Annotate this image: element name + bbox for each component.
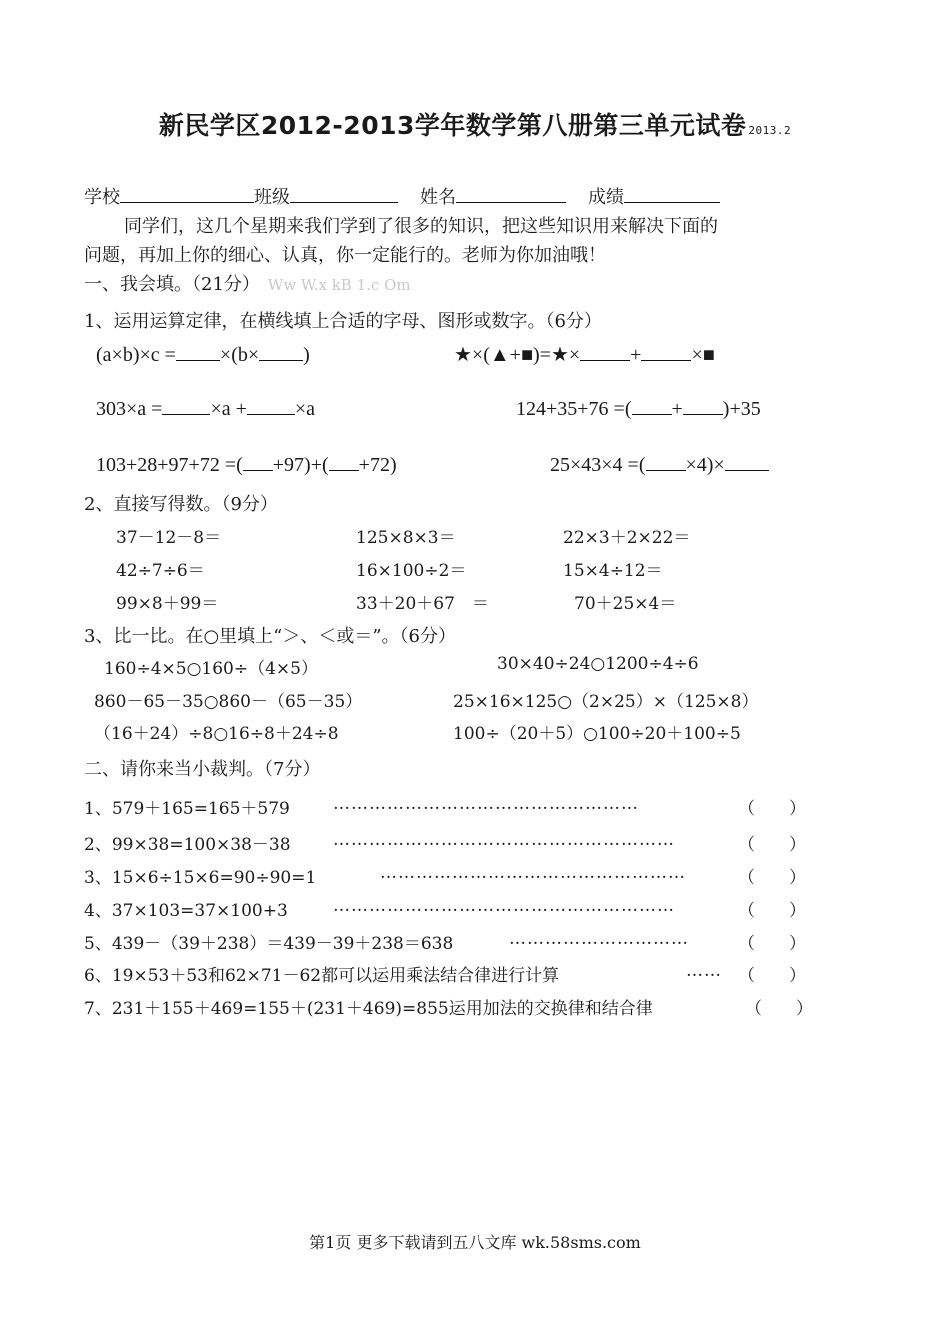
q3-heading: 3、比一比。在○里填上“＞、＜或＝”。（6分） (84, 626, 457, 647)
q3-item: 30×40÷24○1200÷4÷6 (497, 654, 699, 674)
q2-item: 15×4÷12＝ (563, 561, 663, 581)
judge-item-dots: …………………………………………… (333, 794, 639, 814)
q1-b1: ★×(▲+■)=★× (454, 344, 581, 366)
q3-item: 160÷4×5○160÷（4×5） (104, 659, 318, 679)
q1-blank[interactable] (162, 396, 210, 415)
q1-row1-left (96, 342, 310, 367)
judge-item-dots: ………………………………………………… (333, 896, 675, 916)
q1-blank[interactable] (580, 342, 630, 361)
score-field[interactable] (624, 184, 720, 203)
q2-item: 22×3＋2×22＝ (563, 528, 691, 548)
q1-heading: 1、运用运算定律，在横线填上合适的字母、图形或数字。（6分） (84, 311, 602, 332)
q1-row3-right (550, 452, 769, 477)
judge-answer-paren[interactable]: （ ） (738, 934, 806, 954)
judge-answer-paren[interactable]: （ ） (745, 999, 813, 1019)
q1-f2: ×4)× (685, 454, 725, 476)
q1-e1: 103+28+97+72 =( (96, 454, 243, 476)
q1-d1: 124+35+76 =( (516, 398, 632, 420)
q2-item: 42÷7÷6＝ (116, 561, 205, 581)
watermark: Ww W.x kB 1.c Om (267, 276, 411, 294)
q1-blank[interactable] (725, 452, 769, 471)
q1-blank[interactable] (632, 396, 672, 415)
judge-answer-paren[interactable]: （ ） (738, 901, 806, 921)
intro-line-1: 同学们，这几个星期来我们学到了很多的知识，把这些知识用来解决下面的 (124, 216, 718, 237)
q1-blank[interactable] (176, 342, 220, 361)
section1-heading (84, 270, 411, 296)
section1-title: 一、我会填。（21分） (84, 274, 260, 295)
judge-item-text: 5、439－（39＋238）＝439－39＋238＝638 (84, 934, 454, 954)
q1-blank[interactable] (247, 396, 295, 415)
section2-heading: 二、请你来当小裁判。（7分） (84, 759, 321, 780)
q1-a3: ) (303, 344, 310, 366)
q1-blank[interactable] (641, 342, 691, 361)
q1-blank[interactable] (259, 342, 303, 361)
q1-b2: + (630, 344, 642, 366)
q3-item: 25×16×125○（2×25）×（125×8） (453, 692, 759, 712)
q3-item: （16＋24）÷8○16÷8＋24÷8 (94, 724, 339, 744)
judge-answer-paren[interactable]: （ ） (738, 835, 806, 855)
q2-item: 99×8＋99＝ (116, 594, 219, 614)
q3-item: 860－65－35○860－（65－35） (94, 692, 363, 712)
name-field[interactable] (456, 184, 566, 203)
q1-d3: )+35 (722, 398, 761, 420)
intro-line-2: 问题，再加上你的细心、认真，你一定能行的。老师为你加油哦！ (84, 245, 606, 266)
q2-item: 37－12－8＝ (116, 528, 222, 548)
student-info-row (84, 183, 720, 209)
q1-blank[interactable] (243, 452, 273, 471)
judge-item-text: 2、99×38=100×38－38 (84, 835, 291, 855)
q2-item: 16×100÷2＝ (356, 561, 467, 581)
q1-blank[interactable] (329, 452, 359, 471)
q1-a1: (a×b)×c = (96, 344, 176, 366)
q2-item: 125×8×3＝ (356, 528, 456, 548)
judge-answer-paren[interactable]: （ ） (738, 799, 806, 819)
judge-item-text: 7、231＋155＋469=155＋(231＋469)=855运用加法的交换律和结合律 (84, 999, 653, 1019)
title-main: 新民学区2012-2013学年数学第八册第三单元试卷 (158, 111, 747, 140)
judge-answer-paren[interactable]: （ ） (738, 868, 806, 888)
q1-f1: 25×43×4 =( (550, 454, 646, 476)
class-label: 班级 (254, 187, 290, 208)
q2-item: 33＋20＋67 ＝ (356, 594, 489, 614)
title-date: 2013.2 (748, 124, 792, 137)
q3-item: 100÷（20＋5）○100÷20＋100÷5 (453, 724, 741, 744)
judge-answer-paren[interactable]: （ ） (738, 966, 806, 986)
q1-c3: ×a (294, 398, 316, 420)
page-footer: 第1页 更多下载请到五八文库 wk.58sms.com (309, 1233, 641, 1252)
q1-blank[interactable] (646, 452, 686, 471)
judge-item-text: 4、37×103=37×100+3 (84, 901, 288, 921)
q2-item: 70＋25×4＝ (574, 594, 677, 614)
q1-e2: +97)+( (272, 454, 329, 476)
q1-a2: ×(b× (219, 344, 260, 366)
q1-row2-left (96, 396, 315, 421)
q1-c2: ×a + (210, 398, 247, 420)
judge-item-text: 6、19×53＋53和62×71－62都可以运用乘法结合律进行计算 (84, 966, 560, 986)
q1-c1: 303×a = (96, 398, 163, 420)
judge-item-dots: …… (686, 961, 722, 981)
page-title (0, 106, 950, 142)
q1-row3-left (96, 452, 397, 477)
judge-item-dots: ………………………… (509, 929, 689, 949)
score-label: 成绩 (588, 187, 624, 208)
q2-heading: 2、直接写得数。（9分） (84, 494, 278, 515)
judge-item-text: 1、579＋165=165＋579 (84, 799, 290, 819)
name-label: 姓名 (420, 187, 456, 208)
q1-b3: ×■ (691, 344, 715, 366)
q1-row1-right (454, 342, 715, 367)
school-label: 学校 (84, 187, 120, 208)
q1-d2: + (671, 398, 683, 420)
school-field[interactable] (120, 184, 254, 203)
q1-e3: +72) (358, 454, 397, 476)
q1-row2-right (516, 396, 761, 421)
judge-item-text: 3、15×6÷15×6=90÷90=1 (84, 868, 317, 888)
judge-item-dots: …………………………………………… (380, 863, 686, 883)
judge-item-dots: ………………………………………………… (333, 830, 675, 850)
q1-blank[interactable] (683, 396, 723, 415)
class-field[interactable] (290, 184, 398, 203)
